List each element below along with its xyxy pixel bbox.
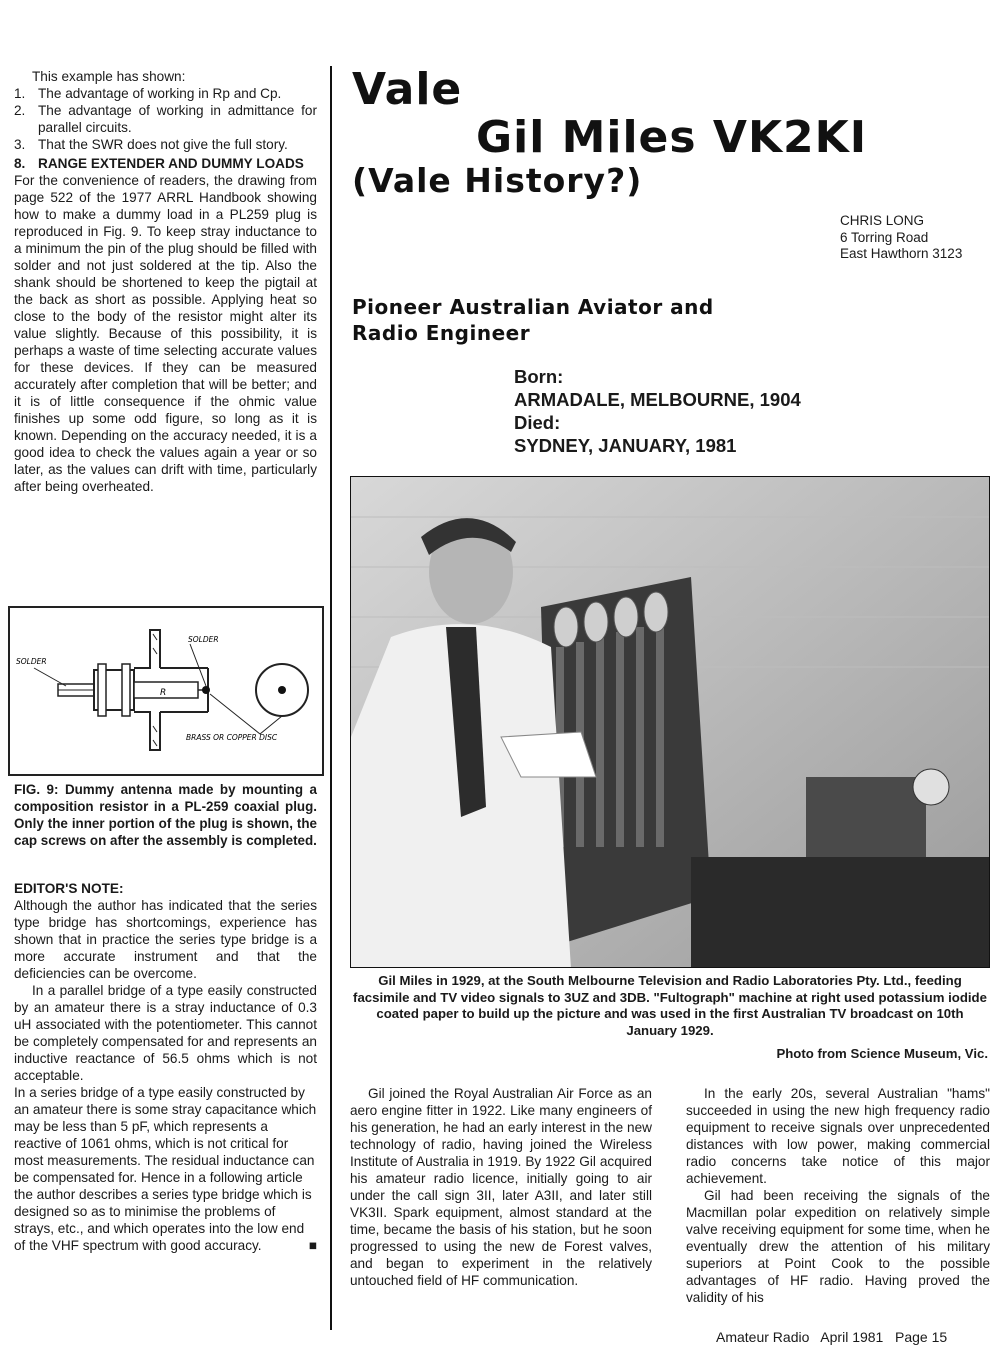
end-mark: ■ (308, 1238, 317, 1253)
author-address-line: East Hawthorn 3123 (840, 246, 963, 261)
title-subhead: (Vale History?) (352, 161, 643, 200)
disc-label: BRASS OR COPPER DISC (186, 733, 278, 742)
born-value: ARMADALE, MELBOURNE, 1904 (514, 389, 801, 410)
list-text: The advantage of working in Rp and Cp. (38, 86, 282, 101)
dummy-load-drawing (10, 608, 322, 774)
died-value: SYDNEY, JANUARY, 1981 (514, 435, 737, 456)
article-column-2 (686, 1085, 990, 1306)
resistor-label: R (160, 688, 167, 698)
editors-note-paragraph: Although the author has indicated that the series type bridge has shortcomings, experience has shown that in practice the series type bridge is a more accurate instrument and that the deficiencies can be overcome. (14, 898, 317, 981)
list-item (14, 102, 317, 136)
subtitle-line: Radio Engineer (352, 321, 531, 345)
born-died-block (514, 365, 801, 457)
subtitle-line: Pioneer Australian Aviator and (352, 295, 714, 319)
born-label: Born: (514, 366, 564, 387)
photo-illustration (351, 477, 990, 968)
solder-label-top: SOLDER (188, 635, 219, 644)
editors-note (14, 880, 317, 1254)
historical-photo (350, 476, 990, 968)
section-title: RANGE EXTENDER AND DUMMY LOADS (38, 156, 304, 171)
list-intro: This example has shown: (32, 69, 186, 84)
title-vale: Vale (352, 64, 463, 115)
footer-page: Page 15 (895, 1329, 948, 1345)
page-footer (716, 1329, 947, 1345)
section-paragraph: For the convenience of readers, the drawing from page 522 of the 1977 ARRL Handbook showing how to make a dummy load in a PL259 plug is reproduced in Fig. 9. To keep stray inductance to a minimum the pin of the plug should be filled with solder and not just soldered at the tip. Also the shank should be shortened to keep the pigtail at the back as short as possible. Applying heat so close to the body of the resistor might alter its value slightly. Because of this possibility, it is perhaps a waste of time selecting accurate values for these devices. If they can be measured accurately after completion that will be better; and it is of little consequence if the ohmic value finishes up some odd figure, so long as it is known. Depending on the accuracy needed, it is a good idea to check the values again a year or so later, as the values can drift with time, particularly after being overheated. (14, 173, 317, 494)
photo-caption (350, 973, 990, 1039)
section-number: 8. (14, 156, 26, 171)
editors-note-heading: EDITOR'S NOTE: (14, 881, 124, 896)
figure-caption (14, 781, 317, 849)
photo-caption-text: Gil Miles in 1929, at the South Melbourne Television and Radio Laboratories Pty. Ltd., feeding facsimile and TV video signals to 3UZ and 3DB. "Fultograph" machine at right used potassium iodide coated paper to build up the picture and was used in the first Australian TV broadcast on 10th January 1929. (353, 973, 987, 1038)
solder-label-left: SOLDER (16, 657, 47, 666)
left-column (14, 68, 317, 495)
list-text: That the SWR does not give the full story. (38, 137, 288, 152)
photo-credit: Photo from Science Museum, Vic. (776, 1046, 988, 1061)
died-label: Died: (514, 412, 561, 433)
author-name: CHRIS LONG (840, 213, 925, 228)
editors-note-paragraph: In a parallel bridge of a type easily constructed by an amateur there is a stray inductance of 0.3 uH associated with the potentiometer. This cannot be completely compensated for and represents an inductive reactance of 56.5 ohms which is not acceptable. (14, 983, 317, 1083)
article-subtitle (352, 294, 714, 346)
numbered-list (14, 85, 317, 153)
author-block (840, 213, 962, 263)
editors-note-paragraph: In a series bridge of a type easily constructed by an amateur there is some stray capacitance which may be less than 5 pF, which represents a reactive of 1061 ohms, which is not critical for most measurements. The residual inductance can be compensated for. Hence in a following article the author describes a series type bridge which is designed so as to minimise the problems of strays, etc., and which operates into the low end of the VHF spectrum with good accuracy. (14, 1085, 317, 1253)
article-column-1: Gil joined the Royal Australian Air Force as an aero engine fitter in 1922. Like many engineers of his generation, he had an early interest in the new technology of radio, having joined the Wireless Institute of Australia in 1919. By 1922 Gil acquired his amateur radio licence, initially going to air under the call sign 3II, later A3II, and later still VK3II. Spark equipment, almost standard at the time, became the basis of his station, but he soon progressed to using the new de Forest valves, and began to experiment in the relatively untouched field of HF communication. (350, 1086, 652, 1288)
list-item (14, 85, 317, 102)
article-paragraph: In the early 20s, several Australian "hams" succeeded in using the new high frequency radio equipment to receive signals over unprecedented distances with low power, making commercial radio concerns take notice of this major achievement. (686, 1086, 990, 1186)
title-name: Gil Miles VK2KI (476, 112, 868, 163)
article-paragraph: Gil had been receiving the signals of the Macmillan polar expedition on relatively simple valve receiving equipment for some time, when he eventually drew the attention of his military superiors at Point Cook to the possible advantages of HF radio. Having proved the validity of his (686, 1188, 990, 1305)
figure-9-diagram (8, 606, 324, 776)
figure-caption-text: FIG. 9: Dummy antenna made by mounting a composition resistor in a PL-259 coaxial plug. Only the inner portion of the plug is shown, the cap screws on after the assembly is completed. (14, 782, 317, 848)
column-divider (330, 66, 332, 1330)
list-item (14, 136, 317, 153)
footer-magazine: Amateur Radio (716, 1329, 810, 1345)
footer-issue: April 1981 (820, 1329, 884, 1345)
list-number: 3. (14, 137, 26, 152)
list-number: 1. (14, 86, 26, 101)
author-address-line: 6 Torring Road (840, 229, 929, 245)
section-heading (14, 155, 317, 172)
list-number: 2. (14, 103, 26, 118)
list-text: The advantage of working in admittance for parallel circuits. (38, 103, 317, 135)
